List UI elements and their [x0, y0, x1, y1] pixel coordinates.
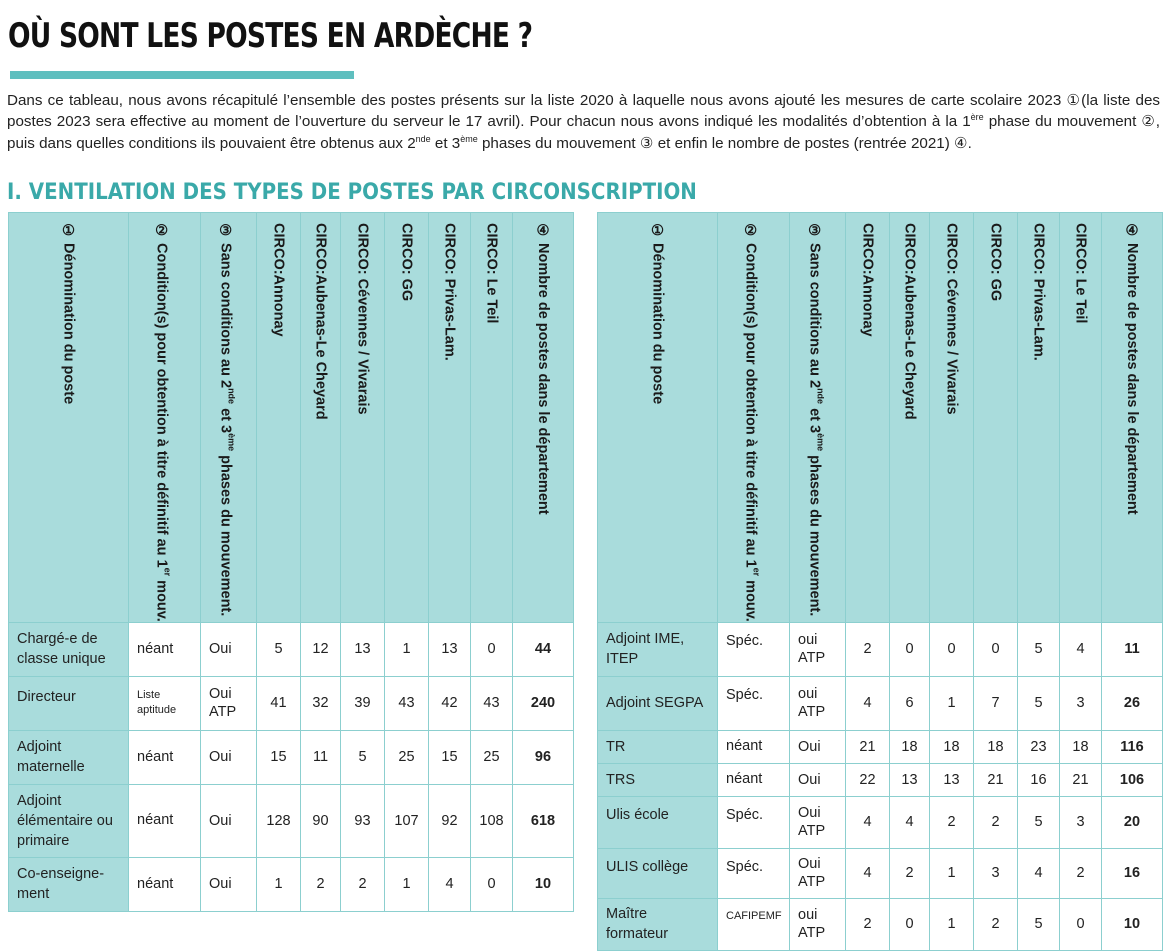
cell-cevennes: 0	[930, 622, 974, 676]
cell-phase: Oui	[201, 730, 257, 784]
cell-total: 96	[513, 730, 574, 784]
cell-annonay: 15	[257, 730, 301, 784]
cell-conditions: néant	[129, 730, 201, 784]
cell-conditions: néant	[129, 857, 201, 911]
table-row	[598, 730, 1163, 763]
cell-annonay: 41	[257, 676, 301, 730]
table-row	[598, 848, 1163, 898]
cell-conditions: Spéc.	[718, 796, 790, 848]
cell-teil: 4	[1060, 622, 1102, 676]
cell-denomination: TRS	[598, 763, 718, 796]
cell-annonay: 128	[257, 784, 301, 857]
cell-conditions: Spéc.	[718, 622, 790, 676]
cell-phase: Oui ATP	[201, 676, 257, 730]
header-teil: CIRCO: Le Teil	[471, 213, 513, 623]
cell-conditions: Liste aptitude	[129, 676, 201, 730]
cell-conditions: CAFIPEMF	[718, 898, 790, 950]
cell-teil: 21	[1060, 763, 1102, 796]
cell-privas: 5	[1018, 898, 1060, 950]
cell-total: 16	[1102, 848, 1163, 898]
cell-cevennes: 13	[930, 763, 974, 796]
cell-total: 26	[1102, 676, 1163, 730]
cell-phase: Oui	[201, 622, 257, 676]
table-row	[9, 857, 574, 911]
cell-conditions: néant	[718, 763, 790, 796]
cell-total: 618	[513, 784, 574, 857]
cell-annonay: 2	[846, 898, 890, 950]
page-title: OÙ SONT LES POSTES EN ARDÈCHE ?	[8, 16, 533, 56]
header-sans-conditions: ③ Sans conditions au 2nde et 3ème phases du mouvement.	[201, 213, 257, 623]
cell-teil: 25	[471, 730, 513, 784]
cell-denomination: Directeur	[9, 676, 129, 730]
header-total: ④ Nombre de postes dans le département	[513, 213, 574, 623]
cell-privas: 42	[429, 676, 471, 730]
cell-teil: 0	[471, 857, 513, 911]
cell-cevennes: 2	[930, 796, 974, 848]
header-privas: CIRCO: Privas-Lam.	[429, 213, 471, 623]
cell-cevennes: 1	[930, 898, 974, 950]
cell-aubenas: 6	[890, 676, 930, 730]
cell-gg: 2	[974, 898, 1018, 950]
cell-privas: 13	[429, 622, 471, 676]
cell-gg: 21	[974, 763, 1018, 796]
table-header-row	[9, 213, 574, 623]
cell-cevennes: 1	[930, 676, 974, 730]
cell-phase: Oui	[790, 763, 846, 796]
cell-teil: 3	[1060, 676, 1102, 730]
cell-conditions: néant	[718, 730, 790, 763]
cell-aubenas: 13	[890, 763, 930, 796]
cell-annonay: 1	[257, 857, 301, 911]
cell-cevennes: 1	[930, 848, 974, 898]
cell-teil: 0	[1060, 898, 1102, 950]
cell-denomination: Adjoint élémentaire ou primaire	[9, 784, 129, 857]
cell-aubenas: 32	[301, 676, 341, 730]
intro-text-3: et 3	[430, 134, 461, 152]
cell-total: 11	[1102, 622, 1163, 676]
intro-sup-2: nde	[415, 133, 431, 144]
cell-gg: 18	[974, 730, 1018, 763]
postes-table-left	[8, 212, 574, 912]
cell-cevennes: 2	[341, 857, 385, 911]
header-aubenas: CIRCO:Aubenas-Le Cheyard	[890, 213, 930, 623]
intro-paragraph	[7, 90, 1160, 154]
header-conditions: ② Condition(s) pour obtention à titre définitif au 1er mouv.	[718, 213, 790, 623]
cell-teil: 2	[1060, 848, 1102, 898]
intro-text-2: phase du mouvement ②, puis dans quelles conditions ils pouvaient être obtenus aux 2	[7, 113, 1160, 152]
table-row	[9, 784, 574, 857]
table-row	[598, 763, 1163, 796]
cell-denomination: Maître formateur	[598, 898, 718, 950]
cell-conditions: néant	[129, 784, 201, 857]
cell-total: 106	[1102, 763, 1163, 796]
intro-sup-3: ème	[460, 133, 478, 144]
cell-cevennes: 5	[341, 730, 385, 784]
cell-cevennes: 18	[930, 730, 974, 763]
cell-privas: 5	[1018, 622, 1060, 676]
cell-annonay: 5	[257, 622, 301, 676]
header-privas: CIRCO: Privas-Lam.	[1018, 213, 1060, 623]
cell-total: 10	[1102, 898, 1163, 950]
cell-denomination: TR	[598, 730, 718, 763]
header-denomination: ① Dénomination du poste	[9, 213, 129, 623]
cell-privas: 4	[429, 857, 471, 911]
cell-cevennes: 39	[341, 676, 385, 730]
postes-table-right	[597, 212, 1163, 951]
table-row	[9, 622, 574, 676]
intro-text-1: Dans ce tableau, nous avons récapitulé l’ensemble des postes présents sur la liste 2020 à laquelle nous avons ajouté les mesures de carte scolaire 2023 ①(la liste des postes 2023 sera effective au moment de l’ouverture du serveur le 17 avril). Pour chacun nous avons indiqué les modalités d’obtention à la 1	[7, 92, 1160, 131]
table-row	[598, 622, 1163, 676]
cell-conditions: Spéc.	[718, 848, 790, 898]
cell-phase: Oui	[201, 857, 257, 911]
header-aubenas: CIRCO:Aubenas-Le Cheyard	[301, 213, 341, 623]
header-teil: CIRCO: Le Teil	[1060, 213, 1102, 623]
intro-text-4: phases du mouvement ③ et enfin le nombre de postes (rentrée 2021) ④.	[477, 134, 972, 152]
cell-aubenas: 0	[890, 622, 930, 676]
table-row	[598, 796, 1163, 848]
cell-gg: 7	[974, 676, 1018, 730]
cell-denomination: Adjoint IME, ITEP	[598, 622, 718, 676]
cell-conditions: néant	[129, 622, 201, 676]
header-cevennes: CIRCO: Cévennes / Vivarais	[930, 213, 974, 623]
cell-privas: 15	[429, 730, 471, 784]
cell-total: 10	[513, 857, 574, 911]
title-underline	[10, 71, 354, 79]
cell-privas: 5	[1018, 796, 1060, 848]
cell-annonay: 4	[846, 848, 890, 898]
cell-aubenas: 11	[301, 730, 341, 784]
cell-gg: 3	[974, 848, 1018, 898]
cell-annonay: 21	[846, 730, 890, 763]
cell-denomination: Chargé-e de classe unique	[9, 622, 129, 676]
cell-gg: 0	[974, 622, 1018, 676]
cell-cevennes: 13	[341, 622, 385, 676]
cell-cevennes: 93	[341, 784, 385, 857]
cell-phase: oui ATP	[790, 676, 846, 730]
cell-phase: Oui ATP	[790, 796, 846, 848]
cell-aubenas: 2	[890, 848, 930, 898]
cell-denomination: Ulis école	[598, 796, 718, 848]
cell-denomination: Co-enseigne-ment	[9, 857, 129, 911]
cell-annonay: 4	[846, 796, 890, 848]
cell-teil: 18	[1060, 730, 1102, 763]
cell-annonay: 22	[846, 763, 890, 796]
cell-gg: 43	[385, 676, 429, 730]
cell-denomination: ULIS collège	[598, 848, 718, 898]
intro-sup-1: ère	[970, 112, 984, 123]
cell-privas: 92	[429, 784, 471, 857]
cell-total: 240	[513, 676, 574, 730]
cell-aubenas: 90	[301, 784, 341, 857]
cell-aubenas: 12	[301, 622, 341, 676]
cell-teil: 108	[471, 784, 513, 857]
header-total: ④ Nombre de postes dans le département	[1102, 213, 1163, 623]
cell-annonay: 2	[846, 622, 890, 676]
header-conditions: ② Condition(s) pour obtention à titre définitif au 1er mouv.	[129, 213, 201, 623]
cell-aubenas: 4	[890, 796, 930, 848]
table-header-row	[598, 213, 1163, 623]
cell-total: 116	[1102, 730, 1163, 763]
header-gg: CIRCO: GG	[974, 213, 1018, 623]
header-cevennes: CIRCO: Cévennes / Vivarais	[341, 213, 385, 623]
cell-conditions: Spéc.	[718, 676, 790, 730]
cell-phase: oui ATP	[790, 898, 846, 950]
section-title: I. VENTILATION DES TYPES DE POSTES PAR CIRCONSCRIPTION	[7, 180, 697, 205]
header-annonay: CIRCO:Annonay	[846, 213, 890, 623]
cell-teil: 3	[1060, 796, 1102, 848]
cell-aubenas: 18	[890, 730, 930, 763]
cell-gg: 1	[385, 857, 429, 911]
cell-gg: 25	[385, 730, 429, 784]
header-denomination: ① Dénomination du poste	[598, 213, 718, 623]
cell-privas: 4	[1018, 848, 1060, 898]
cell-phase: Oui ATP	[790, 848, 846, 898]
table-row	[9, 730, 574, 784]
cell-privas: 16	[1018, 763, 1060, 796]
cell-teil: 43	[471, 676, 513, 730]
cell-phase: oui ATP	[790, 622, 846, 676]
cell-gg: 107	[385, 784, 429, 857]
table-row	[598, 898, 1163, 950]
header-annonay: CIRCO:Annonay	[257, 213, 301, 623]
cell-privas: 5	[1018, 676, 1060, 730]
cell-aubenas: 2	[301, 857, 341, 911]
cell-teil: 0	[471, 622, 513, 676]
header-gg: CIRCO: GG	[385, 213, 429, 623]
cell-denomination: Adjoint SEGPA	[598, 676, 718, 730]
table-row	[598, 676, 1163, 730]
cell-phase: Oui	[201, 784, 257, 857]
cell-total: 44	[513, 622, 574, 676]
cell-aubenas: 0	[890, 898, 930, 950]
cell-gg: 1	[385, 622, 429, 676]
table-row	[9, 676, 574, 730]
header-sans-conditions: ③ Sans conditions au 2nde et 3ème phases du mouvement.	[790, 213, 846, 623]
cell-gg: 2	[974, 796, 1018, 848]
cell-total: 20	[1102, 796, 1163, 848]
cell-denomination: Adjoint maternelle	[9, 730, 129, 784]
cell-annonay: 4	[846, 676, 890, 730]
cell-privas: 23	[1018, 730, 1060, 763]
cell-phase: Oui	[790, 730, 846, 763]
